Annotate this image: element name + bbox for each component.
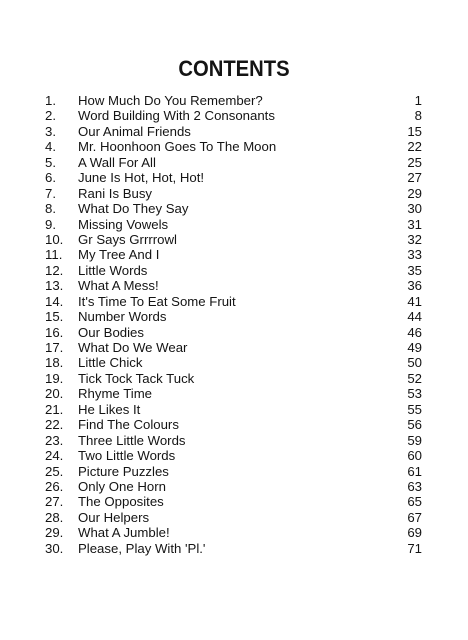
toc-entry [0, 464, 468, 479]
entry-number: 14. [45, 293, 64, 309]
entry-title: Our Helpers [78, 509, 150, 525]
entry-page-number: 65 [407, 494, 422, 510]
entry-page-number: 56 [407, 417, 422, 433]
entry-title: June Is Hot, Hot, Hot! [78, 170, 205, 186]
entry-title: Only One Horn [78, 478, 166, 494]
entry-page-number: 46 [407, 324, 422, 340]
entry-title: Our Animal Friends [78, 123, 191, 139]
toc-entry [0, 525, 468, 540]
entry-number: 25. [45, 463, 64, 479]
entry-page-number: 59 [407, 432, 422, 448]
entry-title: Little Chick [78, 355, 143, 371]
entry-title: My Tree And I [78, 247, 160, 263]
entry-page-number: 61 [407, 463, 422, 479]
toc-entry [0, 494, 468, 509]
toc-entry [0, 309, 468, 324]
toc-entry [0, 278, 468, 293]
entry-title: Gr Says Grrrrowl [78, 231, 177, 247]
toc-entry [0, 325, 468, 340]
entry-number: 3. [45, 123, 56, 139]
toc-entry [0, 479, 468, 494]
entry-page-number: 67 [407, 509, 422, 525]
entry-page-number: 25 [407, 154, 422, 170]
entry-title: How Much Do You Remember? [78, 93, 263, 108]
entry-number: 10. [45, 231, 64, 247]
entry-title: What Do We Wear [78, 340, 188, 355]
entry-title: Mr. Hoonhoon Goes To The Moon [78, 139, 277, 155]
entry-title: Number Words [78, 309, 167, 325]
entry-title: Picture Puzzles [78, 463, 169, 479]
entry-page-number: 33 [407, 247, 422, 263]
entry-number: 21. [45, 401, 64, 417]
entry-number: 7. [45, 185, 56, 201]
entry-page-number: 50 [407, 355, 422, 371]
entry-page-number: 31 [407, 216, 422, 232]
entry-number: 29. [45, 525, 64, 541]
entry-page-number: 53 [407, 386, 422, 402]
toc-entry [0, 139, 468, 154]
entry-page-number: 41 [407, 293, 422, 309]
entry-number: 30. [45, 540, 64, 556]
toc-entry [0, 232, 468, 247]
entry-page-number: 44 [407, 309, 422, 325]
toc-entry [0, 340, 468, 355]
entry-page-number: 55 [407, 401, 422, 417]
entry-number: 26. [45, 478, 64, 494]
entry-number: 11. [45, 247, 63, 263]
entry-page-number: 52 [407, 370, 422, 386]
entry-page-number: 22 [407, 139, 422, 155]
entry-number: 18. [45, 355, 64, 371]
entry-number: 16. [45, 324, 64, 340]
entry-page-number: 30 [407, 201, 422, 217]
entry-number: 2. [45, 108, 56, 124]
entry-number: 8. [45, 201, 56, 217]
entry-page-number: 35 [407, 262, 422, 278]
entry-title: The Opposites [78, 494, 164, 510]
table-of-contents [0, 93, 468, 556]
entry-page-number: 29 [407, 185, 422, 201]
entry-page-number: 60 [407, 448, 422, 464]
entry-number: 1. [45, 93, 56, 108]
entry-number: 15. [45, 309, 64, 325]
entry-page-number: 69 [407, 525, 422, 541]
entry-page-number: 63 [407, 478, 422, 494]
toc-entry [0, 155, 468, 170]
entry-number: 23. [45, 432, 64, 448]
entry-page-number: 27 [407, 170, 422, 186]
toc-entry [0, 448, 468, 463]
entry-title: Three Little Words [78, 432, 186, 448]
toc-entry [0, 386, 468, 401]
toc-entry [0, 124, 468, 139]
toc-entry [0, 186, 468, 201]
toc-entry [0, 108, 468, 123]
entry-title: A Wall For All [78, 154, 156, 170]
toc-entry [0, 371, 468, 386]
entry-page-number: 15 [407, 123, 422, 139]
toc-entry [0, 402, 468, 417]
entry-number: 9. [45, 216, 56, 232]
toc-entry [0, 217, 468, 232]
toc-entry [0, 355, 468, 370]
entry-title: What Do They Say [78, 201, 189, 217]
entry-title: Two Little Words [78, 448, 176, 464]
entry-number: 22. [45, 417, 64, 433]
entry-title: Our Bodies [78, 324, 144, 340]
entry-title: What A Jumble! [78, 525, 170, 541]
entry-title: Missing Vowels [78, 216, 169, 232]
entry-number: 27. [45, 494, 64, 510]
entry-page-number: 36 [407, 278, 422, 294]
entry-number: 5. [45, 154, 56, 170]
toc-entry [0, 170, 468, 185]
entry-title: Rani Is Busy [78, 185, 153, 201]
entry-title: Please, Play With 'Pl.' [78, 540, 206, 556]
entry-number: 17. [45, 340, 64, 355]
toc-entry [0, 201, 468, 216]
entry-title: What A Mess! [78, 278, 159, 294]
entry-number: 4. [45, 139, 56, 155]
entry-title: It's Time To Eat Some Fruit [78, 293, 236, 309]
page-title: CONTENTS [178, 56, 290, 81]
entry-page-number: 1 [414, 93, 422, 108]
entry-number: 13. [45, 278, 64, 294]
toc-entry [0, 433, 468, 448]
entry-title: Find The Colours [78, 417, 179, 433]
toc-entry [0, 417, 468, 432]
entry-number: 28. [45, 509, 64, 525]
toc-entry [0, 510, 468, 525]
entry-page-number: 71 [407, 540, 422, 556]
entry-number: 6. [45, 170, 56, 186]
entry-title: He Likes It [78, 401, 141, 417]
toc-entry [0, 247, 468, 262]
entry-number: 12. [45, 262, 64, 278]
toc-entry [0, 93, 468, 108]
entry-number: 24. [45, 448, 64, 464]
entry-page-number: 8 [414, 108, 422, 124]
entry-title: Little Words [78, 262, 148, 278]
entry-title: Rhyme Time [78, 386, 153, 402]
entry-number: 20. [45, 386, 64, 402]
toc-entry [0, 541, 468, 556]
entry-number: 19. [45, 370, 64, 386]
entry-page-number: 49 [407, 340, 422, 355]
toc-entry [0, 263, 468, 278]
toc-entry [0, 294, 468, 309]
entry-page-number: 32 [407, 231, 422, 247]
entry-title: Tick Tock Tack Tuck [78, 370, 195, 386]
entry-title: Word Building With 2 Consonants [78, 108, 275, 124]
